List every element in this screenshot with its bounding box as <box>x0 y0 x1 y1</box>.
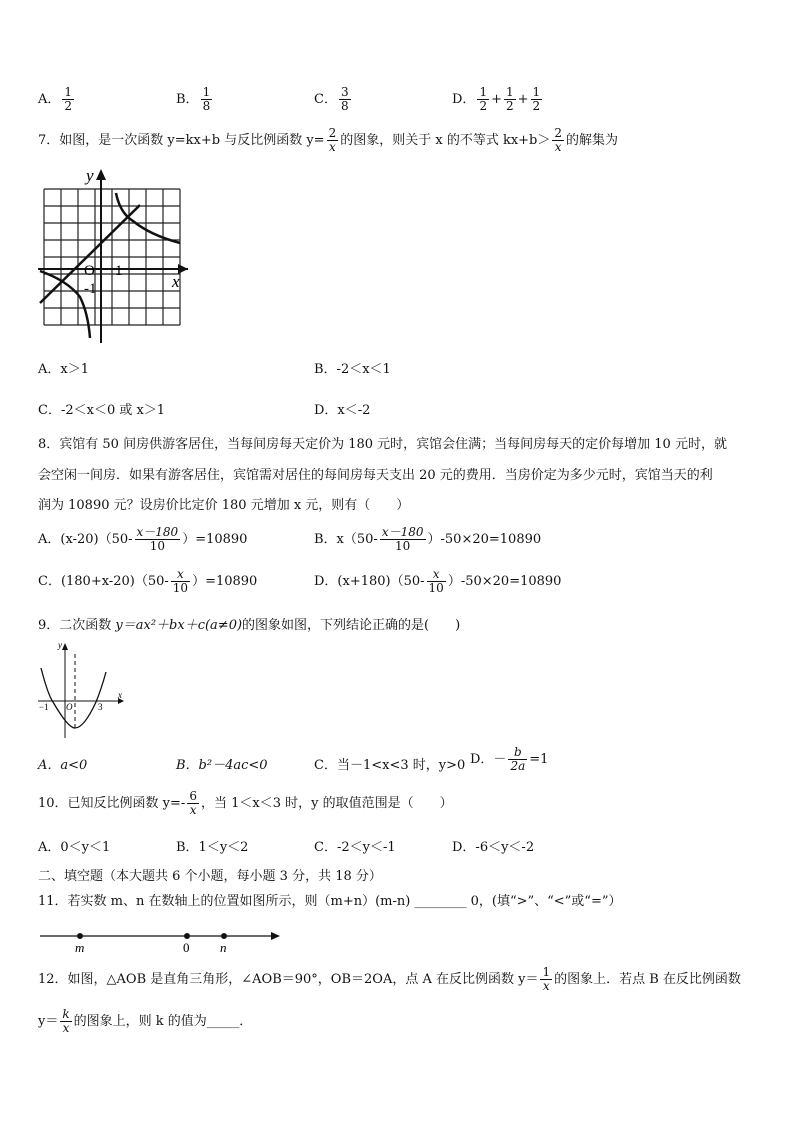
q11-stem: 11．若实数 m、n 在数轴上的位置如图所示，则（m+n）(m-n) ________ 0，(填“>”、“<”或“=”） <box>38 894 622 909</box>
fraction: $\frac{1}{x}$ <box>542 965 551 993</box>
q6-option-b: B． $\frac{1}{8}$ <box>176 85 211 113</box>
tick-label-neg1: −1 <box>39 702 49 712</box>
q7-option-c: C．-2＜x＜0 或 x＞1 <box>38 403 166 418</box>
fraction: $\frac{6}{x}$ <box>189 789 197 817</box>
q10-option-d: D．-6＜y＜-2 <box>452 840 535 855</box>
q9-option-d: D．－ $\frac{b}{2a}$ =1 <box>470 745 549 773</box>
q7-function-graph <box>38 163 193 343</box>
grid <box>44 189 180 325</box>
q7-option-a: A．x＞1 <box>38 362 89 377</box>
q8-option-d: D．(x+180)（50- $\frac{x}{10}$ ）-50×20=10890 <box>314 567 562 595</box>
q6-option-a: A． $\frac{1}{2}$ <box>38 85 73 113</box>
parabola-curve <box>41 668 106 728</box>
label-m: m <box>75 940 85 955</box>
fraction: $\frac{x-180}{10}$ <box>381 525 424 553</box>
q7-stem: 7．如图，是一次函数 y=kx+b 与反比例函数 y= $\frac{2}{x}$ 的图象，则关于 x 的不等式 kx+b＞ $\frac{2}{x}$ 的解集为 <box>38 126 619 154</box>
q10-stem: 10．已知反比例函数 y=- $\frac{6}{x}$ ，当 1＜x＜3 时，y 的取值范围是（ ） <box>38 789 453 817</box>
x-axis-label: x <box>118 690 122 700</box>
arrow-icon <box>271 932 280 940</box>
fraction: $\frac{1}{2}$ <box>479 85 488 113</box>
y-axis-label: y <box>86 166 94 185</box>
q9-parabola-graph <box>38 640 130 740</box>
q8-stem-line2: 会空闲一间房．如果有游客居住，宾馆需对居住的每间房每天支出 20 元的费用．当房价定为多少元时，宾馆当天的利 <box>38 468 713 483</box>
q11-number-line <box>38 925 288 955</box>
q6-option-c: C． $\frac{3}{8}$ <box>314 85 349 113</box>
fraction: $\frac{1}{2}$ <box>505 85 514 113</box>
hyperbola-branch-q3 <box>40 271 90 338</box>
fraction: $\frac{k}{x}$ <box>62 1007 70 1035</box>
q8-stem-line1: 8．宾馆有 50 间房供游客居住，当每间房每天定价为 180 元时，宾馆会住满；当每间房每天的定价每增加 10 元时，就 <box>38 437 727 452</box>
q7-option-b: B．-2＜x＜1 <box>314 362 391 377</box>
q6-option-d: D． $\frac{1}{2}$ + $\frac{1}{2}$ + $\frac{1}{2}$ <box>452 85 541 113</box>
fraction: $\frac{1}{2}$ <box>64 85 73 113</box>
label-n: n <box>220 940 227 955</box>
tick-label-3: 3 <box>98 702 103 712</box>
q9-stem: 9．二次函数 y＝ax²＋bx＋c(a≠0)的图象如图，下列结论正确的是( ) <box>38 618 461 633</box>
q8-stem-line3: 润为 10890 元？设房价比定价 180 元增加 x 元，则有（ ） <box>38 498 410 513</box>
fraction: $\frac{b}{2a}$ <box>510 745 526 773</box>
q9-option-b: B．b²－4ac<0 <box>176 758 268 773</box>
y-axis-arrow-icon <box>96 169 106 180</box>
q9-option-a: A．a<0 <box>38 758 88 773</box>
origin-label: O <box>84 263 95 279</box>
y-axis-label: y <box>58 640 62 650</box>
fraction: $\frac{2}{x}$ <box>554 126 563 154</box>
point-zero <box>184 933 190 939</box>
q7-option-d: D．x＜-2 <box>314 403 371 418</box>
q9-option-c: C．当－1<x<3 时，y>0 <box>314 758 466 773</box>
section-heading: 二、填空题（本大题共 6 个小题，每小题 3 分，共 18 分） <box>38 869 382 884</box>
x-axis-label: x <box>172 272 180 291</box>
q8-option-a: A．(x-20)（50- $\frac{x-180}{10}$ ）=10890 <box>38 525 248 553</box>
q10-option-c: C．-2＜y＜-1 <box>314 840 396 855</box>
fraction: $\frac{x-180}{10}$ <box>136 525 179 553</box>
q12-stem-line2: y＝ $\frac{k}{x}$ 的图象上，则 k 的值为_____． <box>38 1007 253 1035</box>
point-n <box>221 933 227 939</box>
y-axis-arrow-icon <box>62 643 68 650</box>
point-m <box>77 933 83 939</box>
q8-option-c: C．(180+x-20)（50- $\frac{x}{10}$ ）=10890 <box>38 567 258 595</box>
tick-label-1: 1 <box>115 263 123 279</box>
fraction: $\frac{x}{10}$ <box>428 567 444 595</box>
q10-option-b: B．1＜y＜2 <box>176 840 249 855</box>
q12-stem-line1: 12．如图，△AOB 是直角三角形，∠AOB＝90°，OB＝2OA，点 A 在反比例函数 y＝ $\frac{1}{x}$ 的图象上．若点 B 在反比例函数 <box>38 965 741 993</box>
fraction: $\frac{1}{8}$ <box>202 85 211 113</box>
fraction: $\frac{2}{x}$ <box>328 126 337 154</box>
origin-label: O <box>66 702 73 712</box>
fraction: $\frac{1}{2}$ <box>532 85 541 113</box>
label-zero: 0 <box>183 940 190 955</box>
tick-label-neg1: -1 <box>84 281 97 297</box>
fraction: $\frac{3}{8}$ <box>340 85 349 113</box>
q10-option-a: A．0＜y＜1 <box>38 840 111 855</box>
q8-option-b: B．x（50- $\frac{x-180}{10}$ ）-50×20=10890 <box>314 525 542 553</box>
fraction: $\frac{x}{10}$ <box>172 567 189 595</box>
